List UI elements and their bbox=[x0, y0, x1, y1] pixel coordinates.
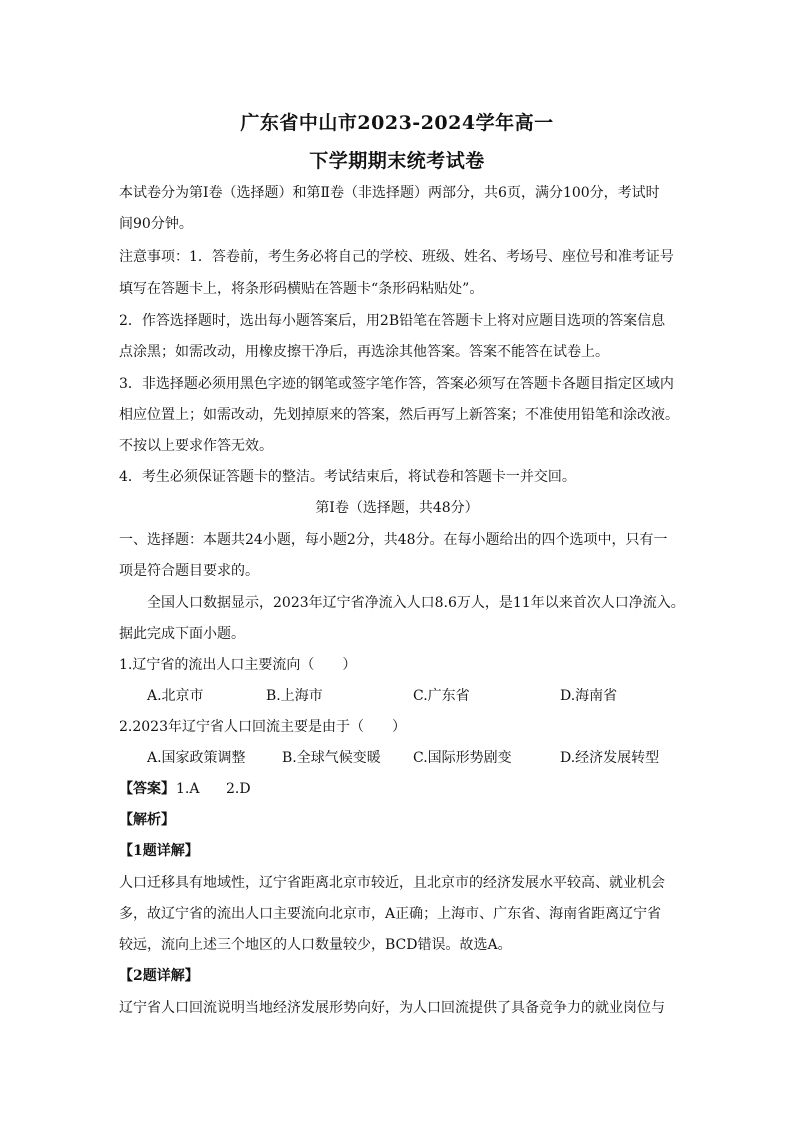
answer-label: 【答案】 bbox=[119, 781, 175, 797]
question-1: 1.辽宁省的流出人口主要流向（ ） bbox=[119, 657, 357, 673]
detail-1-text: 人口迁移具有地域性，辽宁省距离北京市较近，且北京市的经济发展水平较高、就业机会 bbox=[119, 875, 665, 891]
notice-item-1-cont: 填写在答题卡上，将条形码横贴在答题卡“条形码粘贴处”。 bbox=[119, 281, 484, 297]
intro-text-cont: 间90分钟。 bbox=[119, 216, 193, 232]
detail-2-text: 辽宁省人口回流说明当地经济发展形势向好，为人口回流提供了具备竞争力的就业岗位与 bbox=[119, 1000, 665, 1016]
notice-item-3-cont2: 不按以上要求作答无效。 bbox=[119, 438, 273, 454]
section-heading: 第Ⅰ卷（选择题，共48分） bbox=[315, 500, 479, 516]
detail-2-label: 【2题详解】 bbox=[119, 968, 199, 984]
notice-item-2: 2．作答选择题时，选出每小题答案后，用2B铅笔在答题卡上将对应题目选项的答案信息 bbox=[119, 313, 666, 329]
answer-2: 2.D bbox=[226, 781, 251, 797]
exam-title-line1: 广东省中山市2023-2024学年高一 bbox=[240, 112, 554, 134]
q1-option-c: C.广东省 bbox=[413, 688, 470, 704]
notice-item-4: 4．考生必须保证答题卡的整洁。考试结束后，将试卷和答题卡一并交回。 bbox=[119, 469, 576, 485]
q1-option-d: D.海南省 bbox=[560, 688, 618, 704]
analysis-label: 【解析】 bbox=[119, 812, 175, 828]
detail-1-label: 【1题详解】 bbox=[119, 843, 199, 859]
answer-1: 1.A bbox=[176, 781, 200, 797]
q2-option-d: D.经济发展转型 bbox=[560, 750, 660, 766]
notice-item-3-cont: 相应位置上；如需改动，先划掉原来的答案，然后再写上新答案；不准使用铅笔和涂改液。 bbox=[119, 407, 679, 423]
notice-item-2-cont: 点涂黑；如需改动，用橡皮擦干净后，再选涂其他答案。答案不能答在试卷上。 bbox=[119, 344, 609, 360]
q1-option-a: A.北京市 bbox=[147, 688, 204, 704]
detail-1-text-cont2: 较远，流向上述三个地区的人口数量较少，BCD错误。故选A。 bbox=[119, 937, 512, 953]
notice-item-3: 3．非选择题必须用黑色字迹的钢笔或签字笔作答，答案必须写在答题卡各题目指定区域内 bbox=[119, 376, 674, 392]
question-2: 2.2023年辽宁省人口回流主要是由于（ ） bbox=[119, 719, 406, 735]
q2-option-b: B.全球气候变暖 bbox=[282, 750, 381, 766]
material-text: 全国人口数据显示，2023年辽宁省净流入人口8.6万人，是11年以来首次人口净流入。 bbox=[147, 595, 685, 611]
part-instructions-cont: 项是符合题目要求的。 bbox=[119, 563, 259, 579]
q2-option-c: C.国际形势剧变 bbox=[413, 750, 512, 766]
intro-text: 本试卷分为第Ⅰ卷（选择题）和第Ⅱ卷（非选择题）两部分，共6页，满分100分，考试时 bbox=[119, 185, 660, 201]
q2-option-a: A.国家政策调整 bbox=[147, 750, 246, 766]
exam-title-line2: 下学期期末统考试卷 bbox=[309, 150, 485, 172]
part-instructions: 一、选择题：本题共24小题，每小题2分，共48分。在每小题给出的四个选项中，只有一 bbox=[119, 532, 668, 548]
notice-item-1: 注意事项：1．答卷前，考生务必将自己的学校、班级、姓名、考场号、座位号和准考证号 bbox=[119, 249, 674, 265]
q1-option-b: B.上海市 bbox=[266, 688, 323, 704]
detail-1-text-cont: 多，故辽宁省的流出人口主要流向北京市，A正确；上海市、广东省、海南省距离辽宁省 bbox=[119, 906, 662, 922]
material-text-cont: 据此完成下面小题。 bbox=[119, 626, 245, 642]
